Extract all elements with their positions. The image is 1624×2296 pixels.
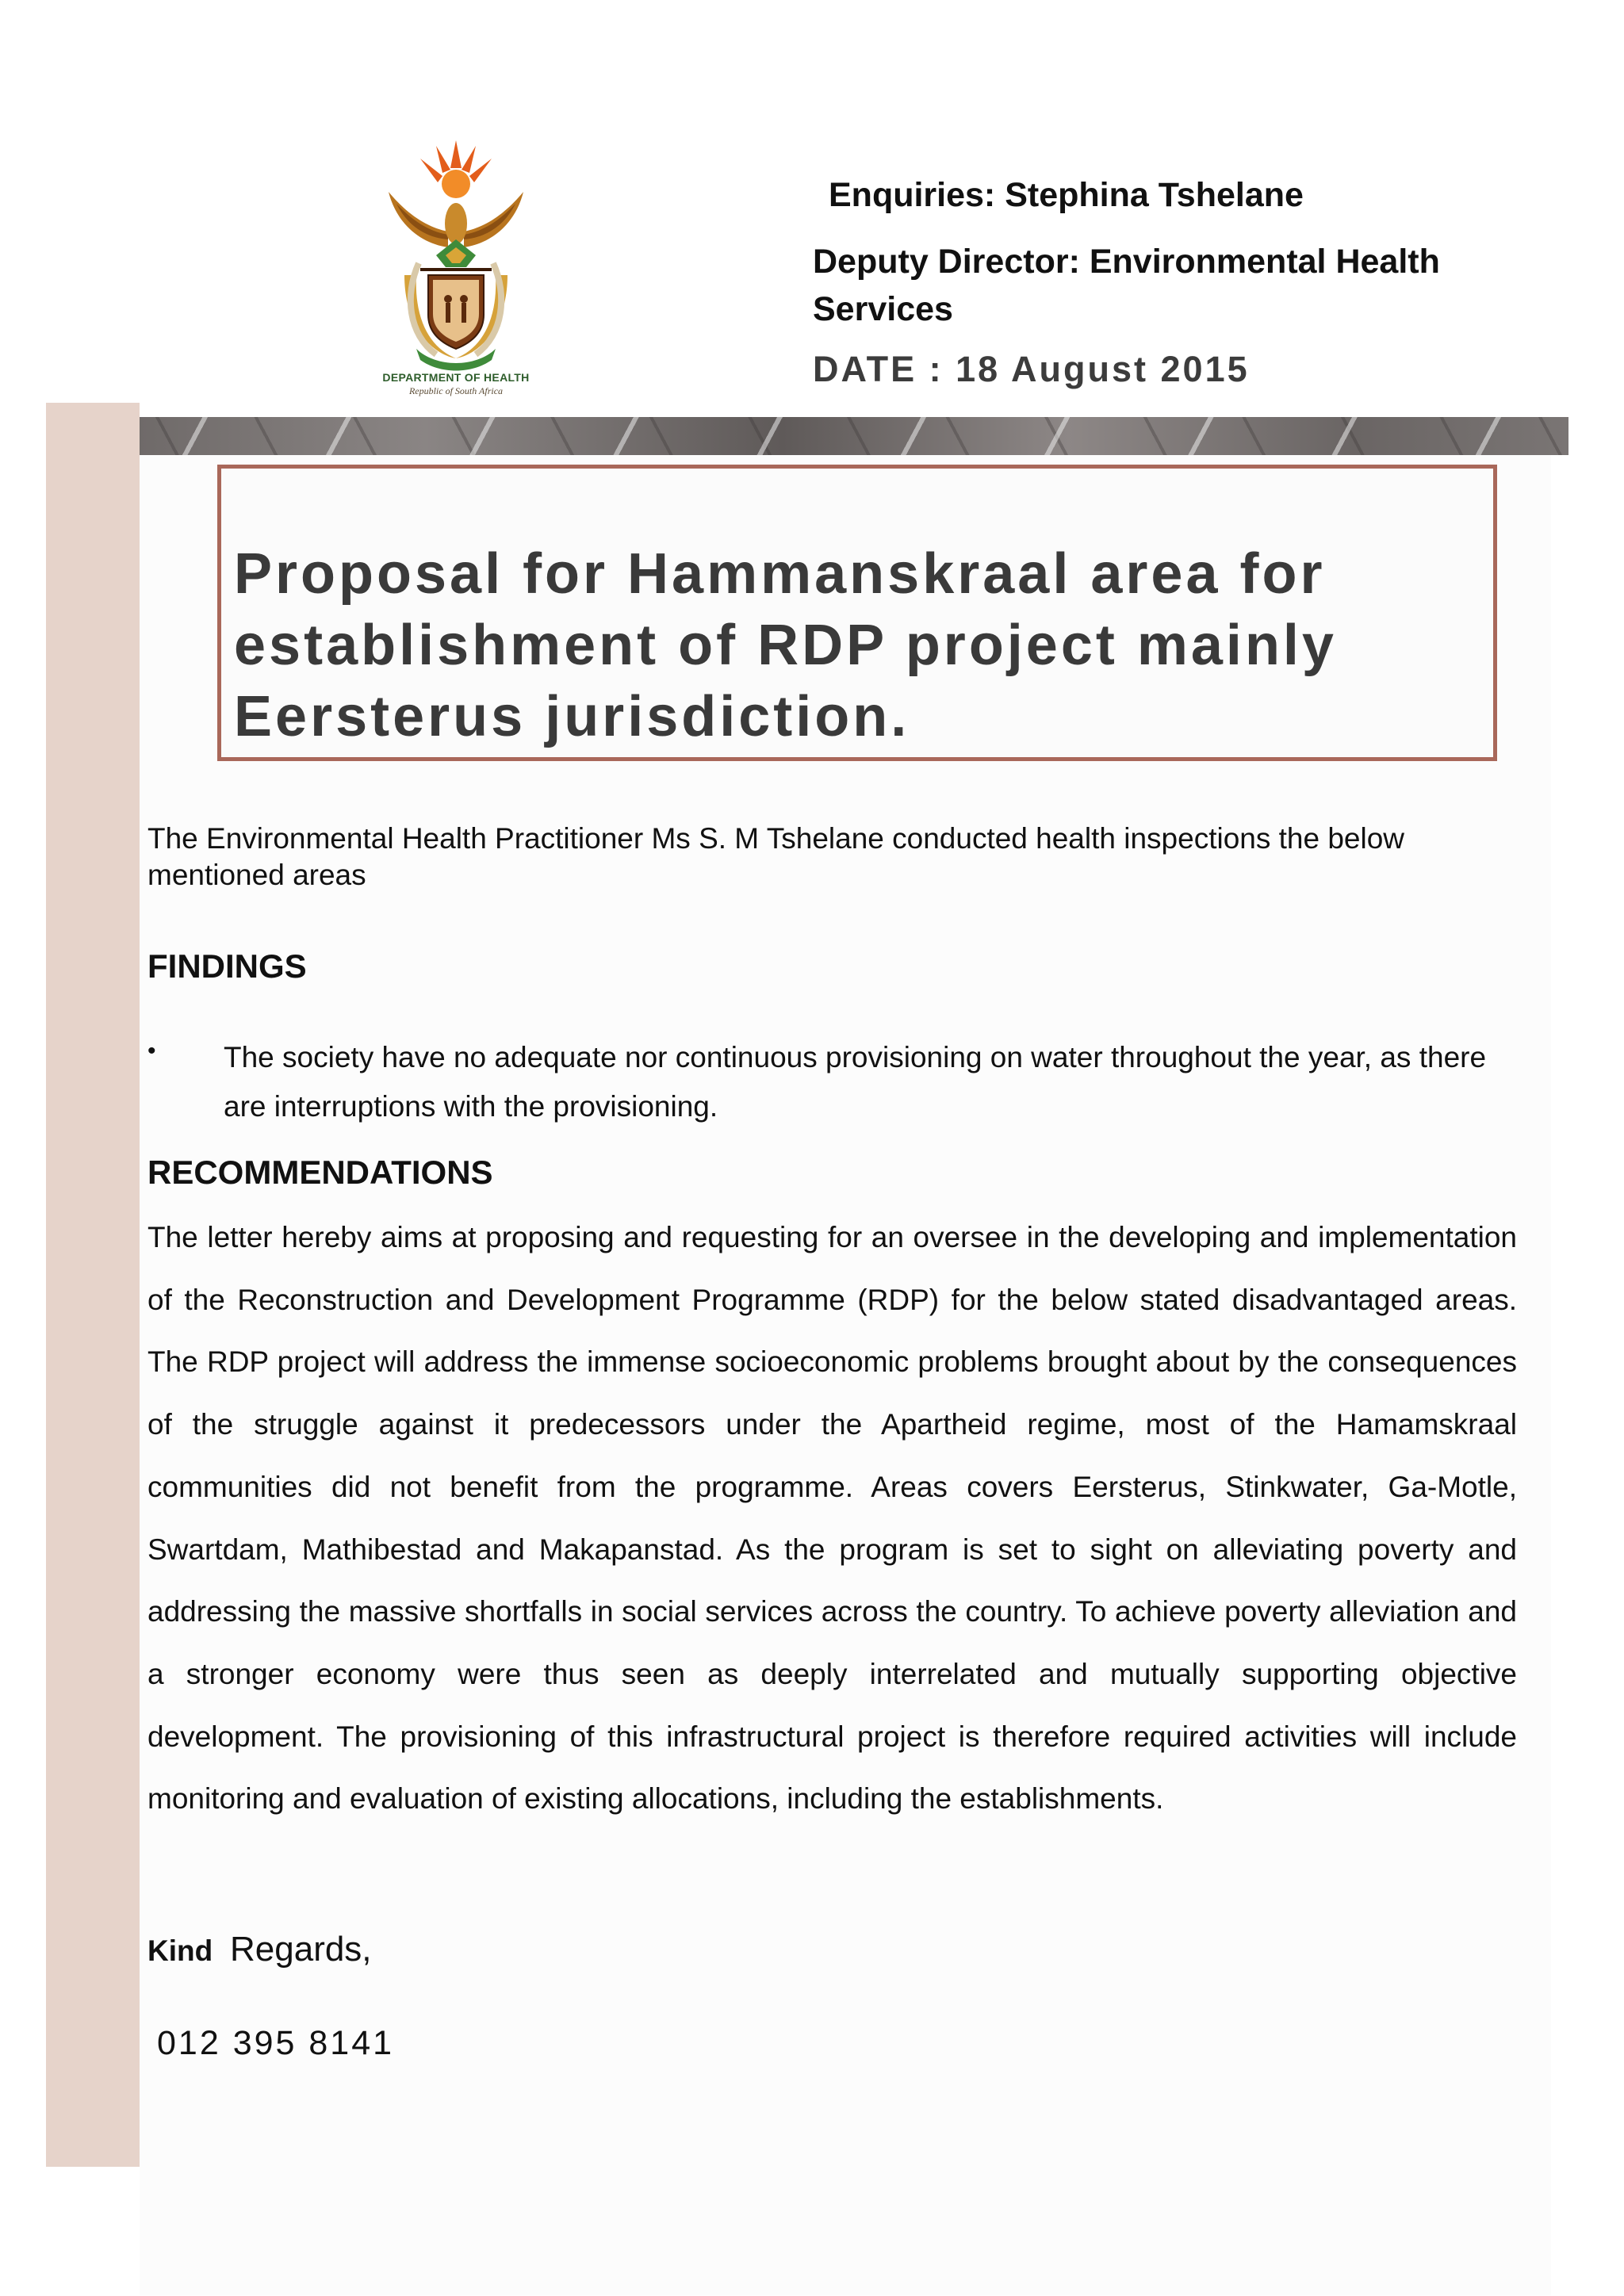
deputy-director-line: Deputy Director: Environmental Health Services — [813, 243, 1440, 328]
closing-regards: Regards, — [230, 1930, 372, 1969]
findings-heading: FINDINGS — [147, 947, 307, 985]
letter-date: DATE : 18 August 2015 — [813, 349, 1250, 389]
contact-phone: 012 395 8141 — [157, 2024, 395, 2062]
document-title: Proposal for Hammanskraal area for establishment of RDP project mainly Eersterus jurisdiction. — [234, 542, 1337, 748]
findings-item: The society have no adequate nor continuous provisioning on water throughout the year, as there are interruptions with the provisioning. — [224, 1041, 1487, 1123]
bullet-icon: • — [147, 1038, 156, 1064]
department-name: DEPARTMENT OF HEALTH — [382, 371, 530, 384]
coat-of-arms-icon — [373, 136, 539, 374]
left-decorative-bar — [46, 403, 140, 2167]
enquiries-line: Enquiries: Stephina Tshelane — [829, 176, 1304, 214]
recommendations-body: The letter hereby aims at proposing and requesting for an oversee in the developing and implementation of the Reconstruction and Development Programme (RDP) for the below stated disadvantaged areas. The RDP project will address the immense socioeconomic problems brought about by the consequences of the struggle against it predecessors under the Apartheid regime, most of the Hamamskraal communities did not benefit from the programme. Areas covers Eersterus, Stinkwater, Ga-Motle, Swartdam, Mathibestad and Makapanstad. As the program is set to sight on alleviating poverty and addressing the massive shortfalls in social services across the country. To achieve poverty alleviation and a stronger economy were thus seen as deeply interrelated and mutually supporting objective development. The provisioning of this infrastructural project is therefore required activities will include monitoring and evaluation of existing allocations, including the establishments. — [147, 1221, 1517, 1816]
recommendations-heading: RECOMMENDATIONS — [147, 1154, 493, 1191]
title-box — [217, 465, 1497, 761]
country-name: Republic of South Africa — [408, 385, 504, 396]
closing-kind: Kind — [147, 1934, 213, 1967]
intro-paragraph: The Environmental Health Practitioner Ms S. M Tshelane conducted health inspections the below mentioned areas — [147, 822, 1405, 891]
marble-divider-band — [140, 417, 1568, 455]
